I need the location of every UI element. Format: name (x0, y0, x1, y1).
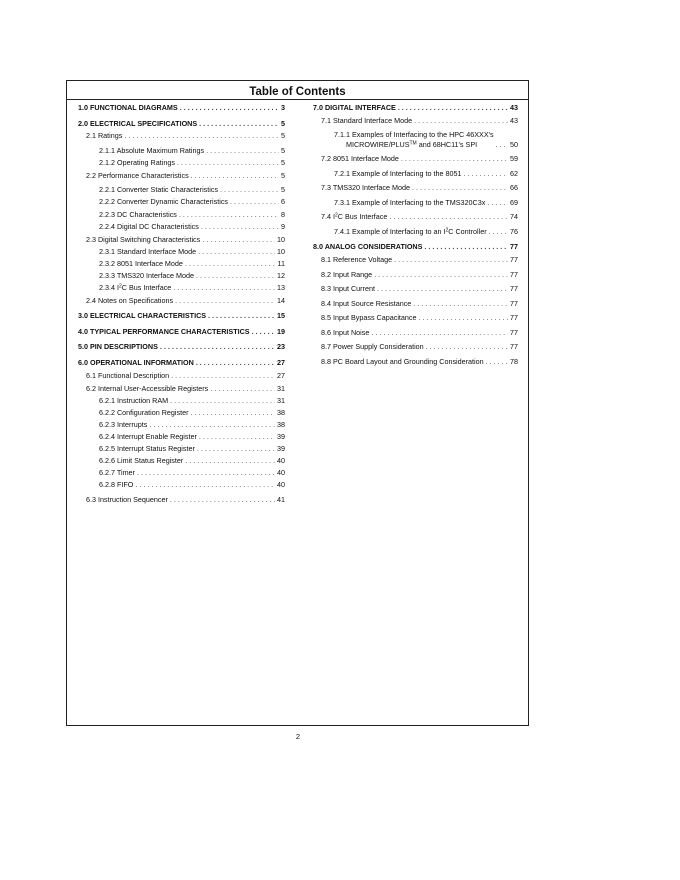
toc-entry-page: 77 (510, 327, 518, 337)
toc-entry[interactable] (78, 495, 285, 506)
toc-entry-title: 7.2.1 Example of Interfacing to the 8051 (334, 168, 462, 178)
superscript: 2 (118, 283, 122, 290)
toc-entry[interactable] (78, 342, 285, 353)
dot-leader (487, 198, 508, 209)
dot-leader (419, 313, 509, 324)
superscript: 2 (445, 227, 449, 234)
toc-entry-page: 5 (281, 131, 285, 141)
toc-entry-title: 8.5 Input Bypass Capacitance (321, 313, 417, 323)
dot-leader (137, 468, 275, 479)
dot-leader (198, 247, 275, 258)
dot-leader (210, 384, 275, 395)
dot-leader (252, 327, 275, 338)
toc-entry-page: 3 (281, 103, 285, 112)
toc-entry-title: 6.2.8 FIFO (99, 480, 134, 490)
toc-entry-title: 5.0 PIN DESCRIPTIONS (78, 342, 158, 352)
dot-leader (171, 371, 275, 382)
toc-entry-title: 6.1 Functional Description (86, 370, 170, 380)
toc-entry[interactable] (78, 103, 285, 114)
dot-leader (230, 197, 279, 208)
toc-entry-page: 40 (277, 456, 285, 466)
dot-leader (149, 420, 275, 431)
toc-entry[interactable] (313, 255, 518, 266)
toc-entry-title: 6.2.6 Limit Status Register (99, 456, 184, 466)
toc-entry-title: 7.3 TMS320 Interface Mode (321, 183, 410, 193)
toc-entry[interactable] (313, 103, 518, 114)
toc-entry-title: 8.1 Reference Voltage (321, 255, 393, 265)
dot-leader (389, 212, 508, 223)
toc-entry[interactable] (313, 284, 518, 295)
toc-entry-page: 74 (510, 212, 518, 222)
toc-entry[interactable] (313, 357, 518, 368)
dot-leader (377, 284, 508, 295)
dot-leader (185, 259, 276, 270)
toc-entry-title: 8.4 Input Source Resistance (321, 298, 412, 308)
toc-entry-page: 59 (510, 154, 518, 164)
toc-entry[interactable] (78, 131, 285, 142)
toc-entry[interactable] (313, 154, 518, 165)
toc-entry-page: 78 (510, 356, 518, 366)
toc-entry-title: 2.2 Performance Characteristics (86, 170, 189, 180)
page-number: 2 (295, 732, 301, 741)
toc-entry-title: 2.1.1 Absolute Maximum Ratings (99, 145, 205, 155)
toc-entry-title-line (334, 140, 494, 150)
toc-entry-page: 27 (277, 370, 285, 380)
dot-leader (185, 456, 275, 467)
toc-entry-title: 6.2 Internal User-Accessible Registers (86, 383, 209, 393)
toc-entry-title: 2.4 Notes on Specifications (86, 295, 174, 305)
dot-leader (220, 185, 279, 196)
toc-entry-text: 2.3.4 I (99, 282, 119, 292)
toc-entry-title (321, 212, 387, 223)
toc-entry-page: 77 (510, 342, 518, 352)
toc-entry-page: 10 (277, 234, 285, 244)
dot-leader (191, 171, 279, 182)
toc-entry[interactable] (78, 235, 285, 246)
toc-entry[interactable] (78, 420, 285, 431)
toc-entry[interactable] (78, 480, 285, 491)
trademark-mark: TM (409, 140, 417, 147)
dot-leader (486, 357, 508, 368)
toc-entry-page: 38 (277, 407, 285, 417)
toc-entry[interactable] (78, 432, 285, 443)
dot-leader (124, 131, 279, 142)
toc-entry-title: 8.6 Input Noise (321, 327, 370, 337)
toc-entry[interactable] (313, 270, 518, 281)
toc-entry[interactable] (78, 311, 285, 322)
toc-entry[interactable] (313, 130, 518, 150)
toc-entry-text: MICROWIRE/PLUS (346, 140, 410, 150)
dot-leader (424, 242, 508, 253)
dot-leader (371, 328, 508, 339)
toc-entry-text: C Bus Interface (337, 212, 388, 222)
toc-entry[interactable] (78, 296, 285, 307)
toc-entry-page: 6 (281, 197, 285, 207)
dot-leader (170, 495, 275, 506)
toc-entry-page: 38 (277, 419, 285, 429)
toc-entry-text: 7.4.1 Example of Interfacing to an I (334, 226, 446, 236)
toc-entry-title: 2.3.3 TMS320 Interface Mode (99, 270, 194, 280)
dot-leader (197, 444, 275, 455)
dot-leader (201, 222, 279, 233)
dot-leader (206, 146, 279, 157)
dot-leader (394, 255, 508, 266)
toc-entry[interactable] (313, 212, 518, 223)
toc-entry[interactable] (78, 283, 285, 294)
toc-entry[interactable] (313, 313, 518, 324)
title-divider (67, 99, 528, 100)
toc-entry-page: 77 (510, 242, 518, 252)
toc-entry[interactable] (78, 358, 285, 369)
toc-entry[interactable] (78, 247, 285, 258)
dot-leader (489, 227, 508, 238)
toc-entry-title: 6.2.7 Timer (99, 468, 135, 478)
toc-entry-title: 6.2.3 Interrupts (99, 419, 148, 429)
toc-entry-title: 6.2.2 Configuration Register (99, 407, 189, 417)
toc-entry-title: 2.3 Digital Switching Characteristics (86, 234, 201, 244)
toc-entry-text: 7.4 I (321, 212, 335, 222)
toc-entry[interactable] (78, 146, 285, 157)
toc-entry-page: 43 (510, 115, 518, 125)
dot-leader (202, 235, 275, 246)
toc-entry-title: 2.2.1 Converter Static Characteristics (99, 185, 219, 195)
toc-entry-title: 2.1 Ratings (86, 131, 123, 141)
toc-entry-page: 10 (277, 246, 285, 256)
toc-entry[interactable] (78, 271, 285, 282)
toc-entry-title: 8.7 Power Supply Consideration (321, 342, 424, 352)
dot-leader (180, 103, 279, 114)
dot-leader (199, 119, 279, 130)
toc-entry[interactable] (78, 384, 285, 395)
toc-entry-title: 8.8 PC Board Layout and Grounding Consideration (321, 356, 484, 366)
toc-entry[interactable] (313, 299, 518, 310)
toc-entry[interactable] (78, 197, 285, 208)
toc-entry-page: 77 (510, 284, 518, 294)
toc-entry[interactable] (313, 227, 518, 238)
toc-entry[interactable] (313, 242, 518, 253)
toc-entry-title: 2.0 ELECTRICAL SPECIFICATIONS (78, 118, 198, 128)
toc-entry[interactable] (78, 371, 285, 382)
toc-entry-title: 7.1 Standard Interface Mode (321, 115, 413, 125)
dot-leader (412, 183, 508, 194)
toc-entry-page: 77 (510, 313, 518, 323)
toc-entry-page: 8 (281, 209, 285, 219)
dot-leader (179, 210, 279, 221)
toc-entry-page: 69 (510, 197, 518, 207)
toc-entry-page: 5 (281, 157, 285, 167)
toc-entry-page: 9 (281, 221, 285, 231)
dot-leader (401, 154, 508, 165)
dot-leader (463, 169, 508, 180)
toc-entry-title: 2.3.2 8051 Interface Mode (99, 258, 183, 268)
toc-entry[interactable] (78, 210, 285, 221)
toc-entry-title: 8.0 ANALOG CONSIDERATIONS (313, 242, 423, 252)
toc-entry-page: 5 (281, 170, 285, 180)
toc-entry[interactable] (78, 158, 285, 169)
toc-entry[interactable] (78, 259, 285, 270)
dot-leader (173, 283, 275, 294)
toc-entry-text: and 68HC11's SPI (416, 140, 478, 150)
toc-entry-text: C Controller (448, 226, 487, 236)
toc-entry-title-line: 7.1.1 Examples of Interfacing to the HPC 46XXX's (334, 130, 494, 140)
toc-entry-page: 23 (277, 342, 285, 352)
toc-entry[interactable] (313, 183, 518, 194)
toc-right-column (313, 103, 518, 367)
toc-entry-title: 2.2.3 DC Characteristics (99, 209, 177, 219)
toc-entry-text: C Bus Interface (121, 282, 172, 292)
toc-entry-page: 5 (281, 185, 285, 195)
toc-entry-title: 7.3.1 Example of Interfacing to the TMS320C3x (334, 197, 486, 207)
toc-entry-page: 40 (277, 480, 285, 490)
toc-entry-title: 2.2.2 Converter Dynamic Characteristics (99, 197, 229, 207)
toc-entry-title: 6.2.1 Instruction RAM (99, 395, 169, 405)
dot-leader (426, 342, 508, 353)
toc-entry-page: 31 (277, 383, 285, 393)
toc-entry-title: 6.3 Instruction Sequencer (86, 494, 168, 504)
toc-entry-title: 7.0 DIGITAL INTERFACE (313, 103, 396, 112)
toc-entry-title: 3.0 ELECTRICAL CHARACTERISTICS (78, 311, 207, 321)
toc-entry[interactable] (78, 222, 285, 233)
toc-entry-page: 5 (281, 118, 285, 128)
toc-left-column (78, 103, 285, 505)
toc-entry-page: 77 (510, 269, 518, 279)
toc-entry-page: 76 (510, 226, 518, 236)
superscript: 2 (335, 212, 338, 219)
dot-leader (196, 358, 275, 369)
toc-entry[interactable] (78, 396, 285, 407)
toc-entry-page: 66 (510, 183, 518, 193)
dot-leader (496, 140, 508, 151)
toc-entry-page: 12 (277, 270, 285, 280)
page-frame (66, 80, 529, 726)
toc-entry-page: 62 (510, 168, 518, 178)
toc-entry[interactable] (78, 327, 285, 338)
toc-entry[interactable] (313, 342, 518, 353)
toc-entry-page: 15 (277, 311, 285, 321)
dot-leader (413, 299, 508, 310)
toc-entry[interactable] (78, 408, 285, 419)
dot-leader (135, 480, 275, 491)
toc-entry-title: 7.2 8051 Interface Mode (321, 154, 399, 164)
toc-entry[interactable] (78, 468, 285, 479)
toc-entry[interactable] (78, 185, 285, 196)
dot-leader (208, 311, 275, 322)
toc-entry-title: 2.3.1 Standard Interface Mode (99, 246, 197, 256)
toc-entry-page: 40 (277, 468, 285, 478)
dot-leader (199, 432, 275, 443)
toc-entry[interactable] (313, 328, 518, 339)
toc-entry-page: 5 (281, 145, 285, 155)
dot-leader (170, 396, 275, 407)
toc-entry-page: 50 (510, 139, 518, 149)
toc-entry[interactable] (78, 171, 285, 182)
toc-entry-page: 77 (510, 298, 518, 308)
dot-leader (398, 103, 508, 114)
toc-entry[interactable] (78, 456, 285, 467)
toc-entry[interactable] (313, 169, 518, 180)
toc-entry-page: 11 (277, 258, 285, 268)
dot-leader (175, 296, 275, 307)
toc-entry-page: 77 (510, 255, 518, 265)
toc-entry-title (334, 130, 494, 150)
toc-entry-page: 14 (277, 295, 285, 305)
dot-leader (414, 116, 508, 127)
toc-entry-title: 2.2.4 Digital DC Characteristics (99, 221, 199, 231)
dot-leader (191, 408, 276, 419)
toc-entry-title (334, 227, 487, 238)
toc-entry-page: 27 (277, 357, 285, 367)
toc-entry-title: 8.3 Input Current (321, 284, 375, 294)
toc-entry-title: 1.0 FUNCTIONAL DIAGRAMS (78, 103, 178, 112)
toc-entry-title: 6.2.5 Interrupt Status Register (99, 444, 195, 454)
page-title: Table of Contents (249, 86, 346, 98)
toc-entry-title: 6.0 OPERATIONAL INFORMATION (78, 357, 194, 367)
toc-entry-title: 4.0 TYPICAL PERFORMANCE CHARACTERISTICS (78, 326, 250, 336)
toc-entry[interactable] (313, 116, 518, 127)
toc-entry-page: 41 (277, 494, 285, 504)
dot-leader (177, 158, 279, 169)
toc-entry-title: 8.2 Input Range (321, 269, 373, 279)
toc-entry[interactable] (313, 198, 518, 209)
toc-entry[interactable] (78, 444, 285, 455)
toc-entry-page: 19 (277, 326, 285, 336)
toc-entry-page: 39 (277, 431, 285, 441)
toc-entry-page: 13 (277, 282, 285, 292)
toc-entry-title: 6.2.4 Interrupt Enable Register (99, 431, 197, 441)
toc-entry-title: 2.1.2 Operating Ratings (99, 157, 175, 167)
toc-entry-page: 39 (277, 444, 285, 454)
toc-entry[interactable] (78, 119, 285, 130)
dot-leader (160, 342, 275, 353)
dot-leader (374, 270, 508, 281)
toc-entry-page: 43 (510, 103, 518, 112)
toc-entry-title (99, 283, 171, 294)
dot-leader (196, 271, 275, 282)
toc-entry-page: 31 (277, 395, 285, 405)
